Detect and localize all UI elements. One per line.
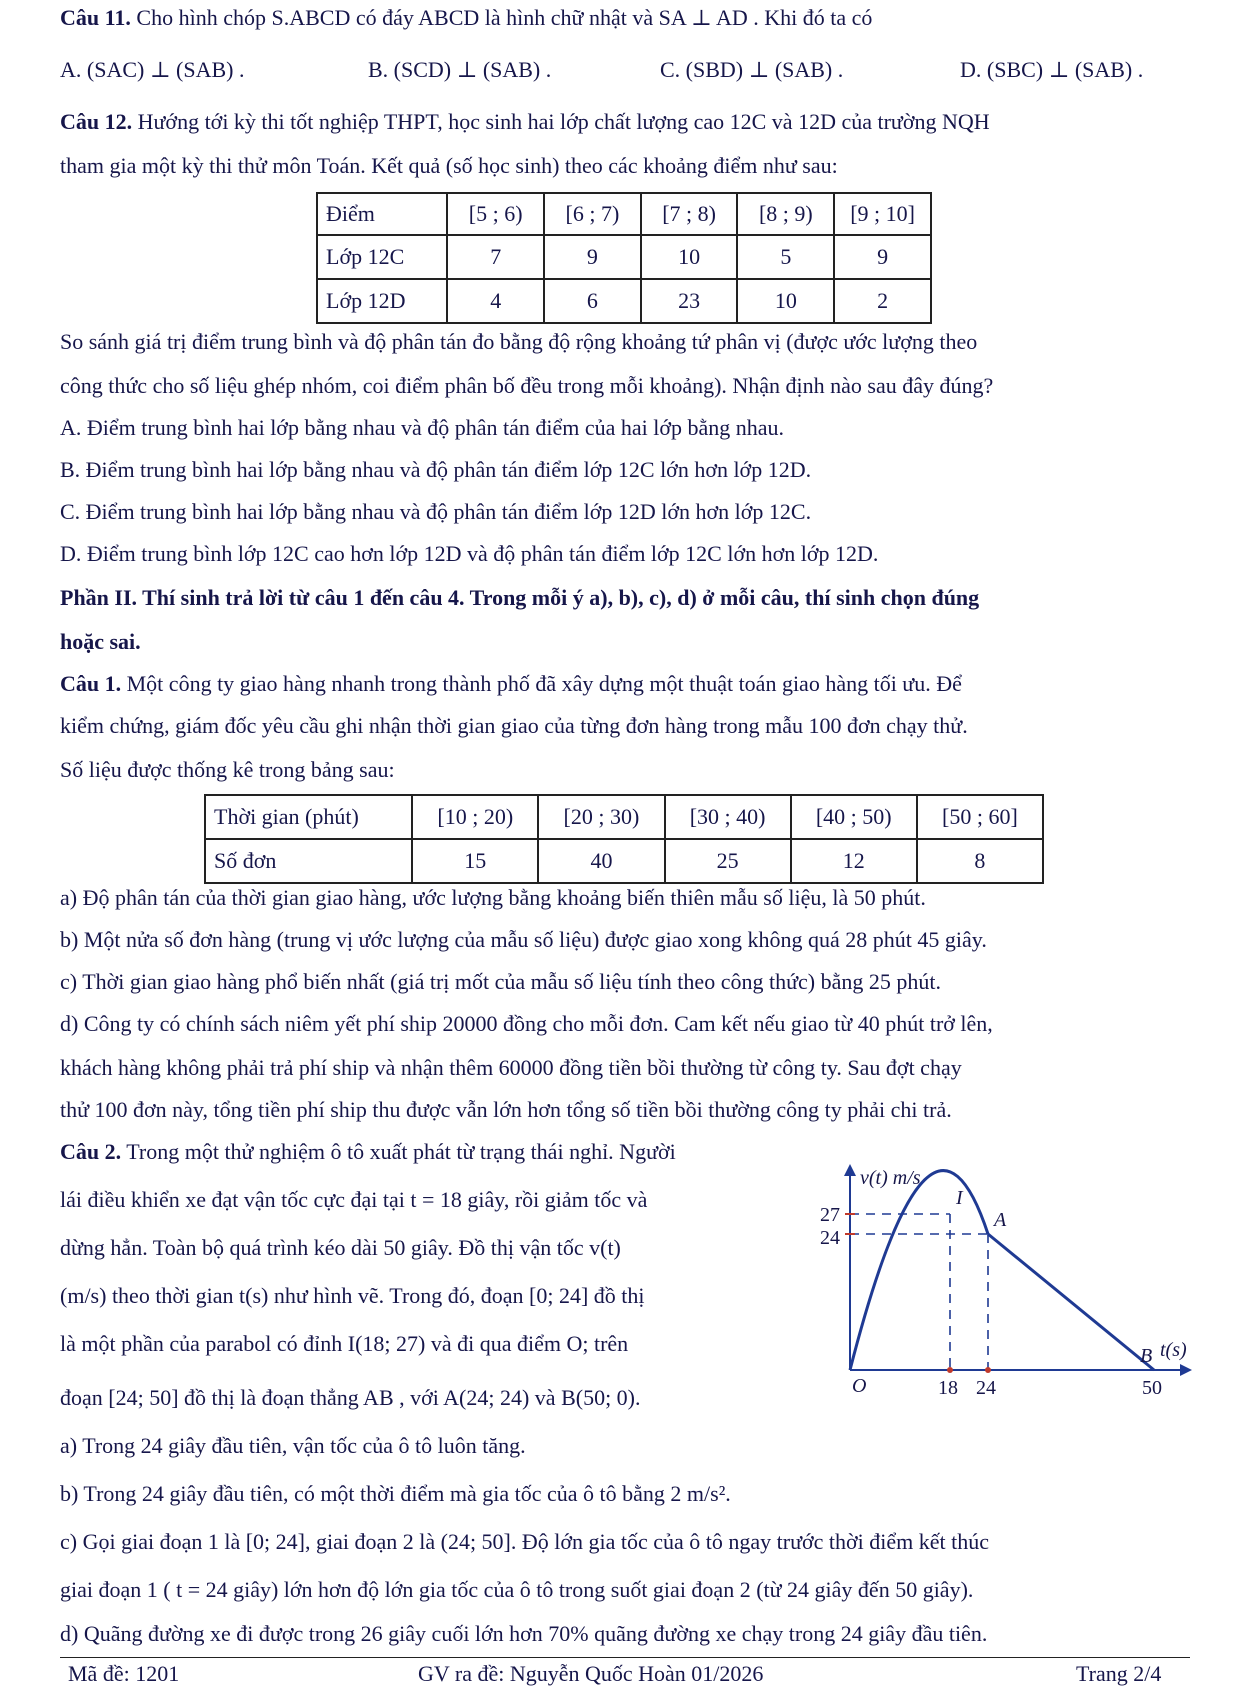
- part2-heading-line2: hoặc sai.: [60, 629, 141, 654]
- c2-stem-line2: lái điều khiển xe đạt vận tốc cực đại tại t = 18 giây, rồi giảm tốc và: [60, 1187, 648, 1212]
- q12-stem-line1: [60, 108, 990, 136]
- y-tick-label-24: 24: [820, 1227, 840, 1249]
- table-row: [317, 279, 931, 323]
- tick-x18: [947, 1367, 953, 1373]
- c1-statement-a: a) Độ phân tán của thời gian giao hàng, ước lượng bằng khoảng biến thiên mẫu số liệu, là 50 phút.: [60, 885, 926, 910]
- c1-statement-d-line3: thử 100 đơn này, tổng tiền phí ship thu được vẫn lớn hơn tổng số tiền bồi thường công ty phải chi trả.: [60, 1097, 952, 1122]
- c1-text: Một công ty giao hàng nhanh trong thành phố đã xây dựng một thuật toán giao hàng tối ưu. Để: [121, 671, 962, 696]
- c1-statement-d-line1: d) Công ty có chính sách niêm yết phí ship 20000 đồng cho mỗi đơn. Cam kết nếu giao từ 40 phút trở lên,: [60, 1011, 993, 1036]
- c1-statement-d-line2: khách hàng không phải trả phí ship và nhận thêm 60000 đồng tiền bồi thường từ công ty. Sau đợt chạy: [60, 1055, 962, 1080]
- q12-label: Câu 12.: [60, 109, 133, 134]
- c1-stem-line3: Số liệu được thống kê trong bảng sau:: [60, 757, 395, 782]
- x-tick-label-50: 50: [1142, 1377, 1162, 1399]
- table-cell: 6: [544, 279, 641, 323]
- table-header-cell: [6 ; 7): [544, 193, 641, 235]
- c1-delivery-table: [204, 794, 1044, 884]
- c2-statement-d: d) Quãng đường xe đi được trong 26 giây cuối lớn hơn 70% quãng đường xe chạy trong 24 giây đầu tiên.: [60, 1621, 988, 1646]
- table-cell: 10: [737, 279, 834, 323]
- q12-option-c: C. Điểm trung bình hai lớp bằng nhau và độ phân tán điểm lớp 12D lớn hơn lớp 12C.: [60, 499, 812, 524]
- table-cell: 4: [447, 279, 544, 323]
- origin-label: O: [852, 1375, 867, 1397]
- c1-label: Câu 1.: [60, 671, 122, 696]
- q12-score-table: [316, 192, 932, 324]
- footer-page-number: Trang 2/4: [1076, 1661, 1162, 1686]
- table-cell: 5: [737, 235, 834, 279]
- q11-label: Câu 11.: [60, 5, 131, 30]
- footer-author: GV ra đề: Nguyễn Quốc Hoàn 01/2026: [418, 1661, 764, 1686]
- table-cell: 9: [544, 235, 641, 279]
- velocity-graph: [800, 1160, 1200, 1400]
- y-tick-label-27: 27: [820, 1204, 840, 1226]
- x-axis-label: t(s): [1160, 1339, 1187, 1361]
- footer-exam-code: Mã đề: 1201: [68, 1661, 180, 1686]
- table-cell: 25: [665, 839, 791, 883]
- y-axis-label: v(t) m/s: [860, 1167, 921, 1189]
- q11-option-b: B. (SCD) ⊥ (SAB) .: [368, 57, 552, 82]
- q12-stem-line4: công thức cho số liệu ghép nhóm, coi điểm phân bố đều trong mỗi khoảng). Nhận định nào sau đây đúng?: [60, 373, 994, 398]
- q12-option-a: A. Điểm trung bình hai lớp bằng nhau và độ phân tán điểm của hai lớp bằng nhau.: [60, 415, 785, 440]
- x-tick-label-18: 18: [938, 1377, 958, 1399]
- table-cell: 10: [641, 235, 738, 279]
- q11-option-a: A. (SAC) ⊥ (SAB) .: [60, 57, 245, 82]
- point-b-label: B: [1140, 1345, 1153, 1367]
- table-cell: 8: [917, 839, 1043, 883]
- table-cell: 9: [834, 235, 931, 279]
- q12-option-b: B. Điểm trung bình hai lớp bằng nhau và độ phân tán điểm lớp 12C lớn hơn lớp 12D.: [60, 457, 812, 482]
- table-header-cell: [50 ; 60]: [917, 795, 1043, 839]
- c2-statement-c-line2: giai đoạn 1 ( t = 24 giây) lớn hơn độ lớn gia tốc của ô tô trong suốt giai đoạn 2 (từ 24 giây đến 50 giây).: [60, 1577, 974, 1602]
- part2-heading-line1: Phần II. Thí sinh trả lời từ câu 1 đến câu 4. Trong mỗi ý a), b), c), d) ở mỗi câu, thí sinh chọn đúng: [60, 585, 980, 610]
- table-row: [317, 235, 931, 279]
- c2-statement-c-line1: c) Gọi giai đoạn 1 là [0; 24], giai đoạn 2 là (24; 50]. Độ lớn gia tốc của ô tô ngay trước thời điểm kết thúc: [60, 1529, 990, 1554]
- c2-stem-line4: (m/s) theo thời gian t(s) như hình vẽ. Trong đó, đoạn [0; 24] đồ thị: [60, 1283, 645, 1308]
- table-header-cell: Thời gian (phút): [205, 795, 412, 839]
- table-header-cell: [9 ; 10]: [834, 193, 931, 235]
- q12-option-d: D. Điểm trung bình lớp 12C cao hơn lớp 12D và độ phân tán điểm lớp 12C lớn hơn lớp 12D.: [60, 541, 879, 566]
- table-header-cell: [40 ; 50): [791, 795, 917, 839]
- segment-ab: [988, 1234, 1154, 1370]
- c2-text: Trong một thử nghiệm ô tô xuất phát từ trạng thái nghỉ. Người: [121, 1139, 676, 1164]
- table-header-cell: [20 ; 30): [538, 795, 664, 839]
- table-header-cell: Điểm: [317, 193, 447, 235]
- table-header-cell: [7 ; 8): [641, 193, 738, 235]
- q12-text: Hướng tới kỳ thi tốt nghiệp THPT, học sinh hai lớp chất lượng cao 12C và 12D của trường NQH: [132, 109, 990, 134]
- footer-divider: [60, 1657, 1190, 1658]
- c2-stem-line5: là một phần của parabol có đỉnh I(18; 27) và đi qua điểm O; trên: [60, 1331, 629, 1356]
- q12-stem-line2: tham gia một kỳ thi thử môn Toán. Kết quả (số học sinh) theo các khoảng điểm như sau:: [60, 153, 838, 178]
- table-row: [205, 839, 1043, 883]
- table-header-cell: [5 ; 6): [447, 193, 544, 235]
- point-i-label: I: [956, 1187, 963, 1209]
- point-a-label: A: [994, 1209, 1007, 1231]
- table-cell: Số đơn: [205, 839, 412, 883]
- c2-stem-line1: [60, 1138, 676, 1166]
- table-header-cell: [8 ; 9): [737, 193, 834, 235]
- c2-stem-line3: dừng hẳn. Toàn bộ quá trình kéo dài 50 giây. Đồ thị vận tốc v(t): [60, 1235, 621, 1260]
- c2-stem-line6: đoạn [24; 50] đồ thị là đoạn thẳng AB , với A(24; 24) và B(50; 0).: [60, 1385, 641, 1410]
- y-axis-arrow-icon: [844, 1164, 856, 1176]
- q11-option-c: C. (SBD) ⊥ (SAB) .: [660, 57, 844, 82]
- table-cell: 2: [834, 279, 931, 323]
- c1-stem-line1: [60, 670, 962, 698]
- c1-stem-line2: kiểm chứng, giám đốc yêu cầu ghi nhận thời gian giao của từng đơn hàng trong mẫu 100 đơn chạy thử.: [60, 713, 968, 738]
- q11-option-d: D. (SBC) ⊥ (SAB) .: [960, 57, 1144, 82]
- c2-label: Câu 2.: [60, 1139, 122, 1164]
- table-header-cell: [10 ; 20): [412, 795, 538, 839]
- table-header-cell: [30 ; 40): [665, 795, 791, 839]
- c2-statement-b: b) Trong 24 giây đầu tiên, có một thời điểm mà gia tốc của ô tô bằng 2 m/s².: [60, 1481, 731, 1506]
- q12-stem-line3: So sánh giá trị điểm trung bình và độ phân tán đo bằng độ rộng khoảng tứ phân vị (được ước lượng theo: [60, 329, 978, 354]
- table-cell: 7: [447, 235, 544, 279]
- table-cell: Lớp 12D: [317, 279, 447, 323]
- c1-statement-b: b) Một nửa số đơn hàng (trung vị ước lượng của mẫu số liệu) được giao xong không quá 28 phút 45 giây.: [60, 927, 987, 952]
- x-tick-label-24: 24: [976, 1377, 996, 1399]
- table-cell: 12: [791, 839, 917, 883]
- table-cell: 23: [641, 279, 738, 323]
- c2-statement-a: a) Trong 24 giây đầu tiên, vận tốc của ô tô luôn tăng.: [60, 1433, 526, 1458]
- table-cell: Lớp 12C: [317, 235, 447, 279]
- q11-text: Cho hình chóp S.ABCD có đáy ABCD là hình chữ nhật và SA ⊥ AD . Khi đó ta có: [130, 5, 873, 30]
- x-axis-arrow-icon: [1180, 1364, 1192, 1376]
- tick-x24: [985, 1367, 991, 1373]
- table-cell: 40: [538, 839, 664, 883]
- q11-stem: [60, 4, 872, 32]
- table-cell: 15: [412, 839, 538, 883]
- c1-statement-c: c) Thời gian giao hàng phổ biến nhất (giá trị mốt của mẫu số liệu tính theo công thức) bằng 25 phút.: [60, 969, 941, 994]
- parabola-curve: [850, 1171, 988, 1370]
